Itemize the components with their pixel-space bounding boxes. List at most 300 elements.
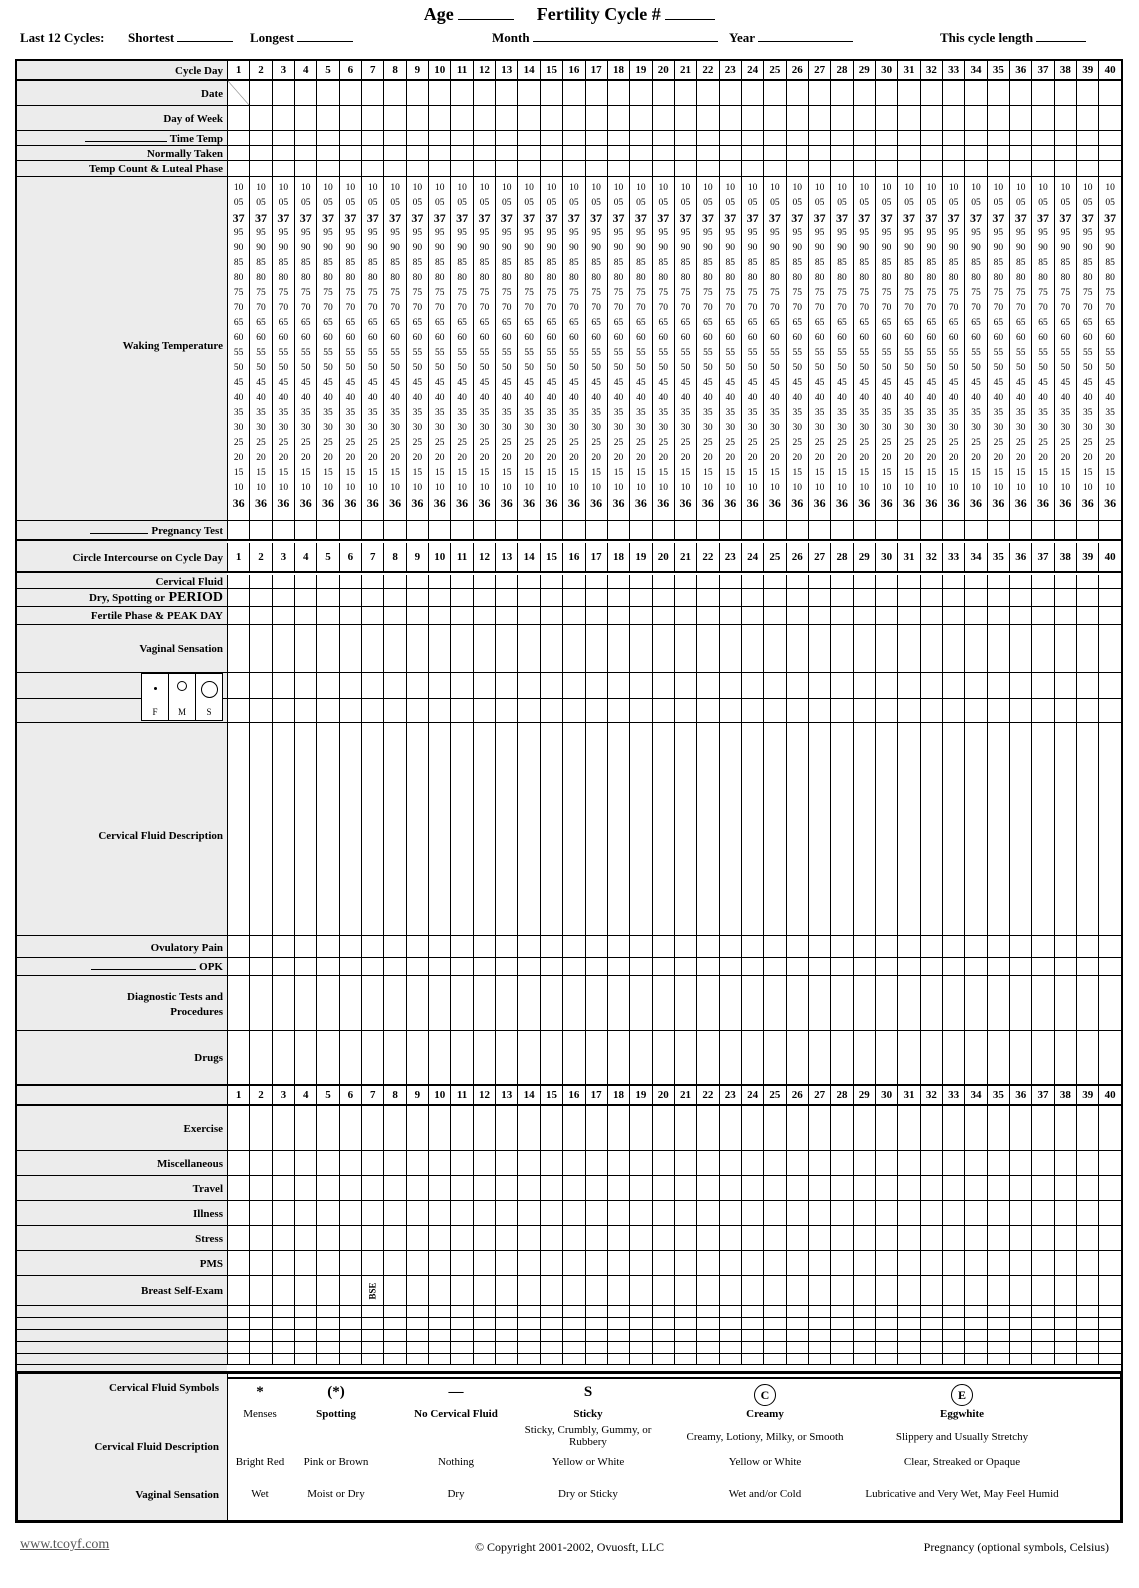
entry-cell[interactable]: [942, 673, 964, 698]
entry-cell[interactable]: [897, 976, 919, 1030]
entry-cell[interactable]: [696, 81, 718, 105]
entry-cell[interactable]: [1076, 625, 1098, 672]
day-cell[interactable]: 39: [1076, 543, 1098, 571]
entry-cell[interactable]: [383, 1151, 405, 1175]
entry-cell[interactable]: [1031, 958, 1053, 975]
day-cell[interactable]: 30: [875, 1086, 897, 1104]
entry-cell[interactable]: [428, 1106, 450, 1150]
entry-cell[interactable]: [786, 723, 808, 935]
day-cell[interactable]: 29: [853, 61, 875, 79]
entry-cell[interactable]: [1098, 625, 1120, 672]
entry-cell[interactable]: [316, 161, 338, 176]
entry-cell[interactable]: [696, 1251, 718, 1275]
entry-cell[interactable]: [897, 1201, 919, 1225]
entry-cell[interactable]: [272, 521, 294, 539]
entry-cell[interactable]: [763, 521, 785, 539]
entry-cell[interactable]: [562, 81, 584, 105]
entry-cell[interactable]: [607, 1330, 629, 1341]
entry-cell[interactable]: [585, 131, 607, 145]
entry-cell[interactable]: [406, 1251, 428, 1275]
entry-cell[interactable]: [1031, 575, 1053, 588]
entry-cell[interactable]: [853, 976, 875, 1030]
entry-cell[interactable]: [786, 1318, 808, 1329]
entry-cell[interactable]: [495, 625, 517, 672]
entry-cell[interactable]: [607, 81, 629, 105]
entry-cell[interactable]: [517, 575, 539, 588]
entry-cell[interactable]: [428, 146, 450, 160]
entry-cell[interactable]: [495, 1176, 517, 1200]
entry-cell[interactable]: [562, 521, 584, 539]
entry-cell[interactable]: [1054, 723, 1076, 935]
entry-cell[interactable]: [585, 699, 607, 722]
day-cell[interactable]: 37: [1031, 61, 1053, 79]
entry-cell[interactable]: [383, 673, 405, 698]
entry-cell[interactable]: [249, 1151, 271, 1175]
entry-cell[interactable]: [942, 1354, 964, 1364]
entry-cell[interactable]: [1098, 1342, 1120, 1353]
entry-cell[interactable]: [294, 1276, 316, 1305]
entry-cell[interactable]: [808, 1251, 830, 1275]
entry-cell[interactable]: [540, 1330, 562, 1341]
entry-cell[interactable]: [1098, 1276, 1120, 1305]
entry-cell[interactable]: [294, 1342, 316, 1353]
entry-cell[interactable]: [741, 1176, 763, 1200]
day-cell[interactable]: 39: [1076, 61, 1098, 79]
entry-cell[interactable]: [540, 1106, 562, 1150]
entry-cell[interactable]: [249, 81, 271, 105]
day-cell[interactable]: 10: [428, 543, 450, 571]
entry-cell[interactable]: [1076, 673, 1098, 698]
entry-cell[interactable]: [920, 976, 942, 1030]
cycle-number-blank[interactable]: [665, 18, 715, 20]
entry-cell[interactable]: [585, 81, 607, 105]
entry-cell[interactable]: [450, 161, 472, 176]
entry-cell[interactable]: [272, 1354, 294, 1364]
entry-cell[interactable]: [272, 1031, 294, 1084]
entry-cell[interactable]: [763, 625, 785, 672]
entry-cell[interactable]: [473, 607, 495, 624]
entry-cell[interactable]: [1031, 1306, 1053, 1317]
entry-cell[interactable]: [920, 699, 942, 722]
day-cell[interactable]: 33: [942, 61, 964, 79]
entry-cell[interactable]: [920, 589, 942, 606]
day-cell[interactable]: 28: [830, 61, 852, 79]
day-cell[interactable]: 28: [830, 1086, 852, 1104]
entry-cell[interactable]: [741, 1151, 763, 1175]
entry-cell[interactable]: [987, 673, 1009, 698]
entry-cell[interactable]: [853, 958, 875, 975]
entry-cell[interactable]: [1054, 1031, 1076, 1084]
entry-cell[interactable]: [450, 936, 472, 957]
day-cell[interactable]: 33: [942, 1086, 964, 1104]
entry-cell[interactable]: [473, 1342, 495, 1353]
entry-cell[interactable]: [1054, 1318, 1076, 1329]
entry-cell[interactable]: [674, 1276, 696, 1305]
entry-cell[interactable]: [786, 521, 808, 539]
entry-cell[interactable]: [786, 1342, 808, 1353]
entry-cell[interactable]: [741, 1031, 763, 1084]
day-cell[interactable]: 5: [316, 1086, 338, 1104]
entry-cell[interactable]: [964, 1306, 986, 1317]
entry-cell[interactable]: [786, 1251, 808, 1275]
entry-cell[interactable]: [830, 1330, 852, 1341]
entry-cell[interactable]: [540, 976, 562, 1030]
day-cell[interactable]: 8: [383, 61, 405, 79]
entry-cell[interactable]: [1098, 1354, 1120, 1364]
entry-cell[interactable]: [1031, 589, 1053, 606]
entry-cell[interactable]: [696, 1031, 718, 1084]
entry-cell[interactable]: [428, 936, 450, 957]
entry-cell[interactable]: [294, 1031, 316, 1084]
entry-cell[interactable]: [272, 589, 294, 606]
entry-cell[interactable]: [964, 1342, 986, 1353]
entry-cell[interactable]: [450, 81, 472, 105]
entry-cell[interactable]: [696, 625, 718, 672]
entry-cell[interactable]: [562, 1226, 584, 1250]
entry-cell[interactable]: [719, 575, 741, 588]
entry-cell[interactable]: [920, 161, 942, 176]
entry-cell[interactable]: [339, 575, 361, 588]
entry-cell[interactable]: [853, 575, 875, 588]
entry-cell[interactable]: [830, 575, 852, 588]
entry-cell[interactable]: [674, 521, 696, 539]
entry-cell[interactable]: [875, 1354, 897, 1364]
entry-cell[interactable]: [1098, 1330, 1120, 1341]
entry-cell[interactable]: [585, 521, 607, 539]
entry-cell[interactable]: [361, 1354, 383, 1364]
temp-column[interactable]: [964, 177, 986, 520]
entry-cell[interactable]: [763, 1176, 785, 1200]
entry-cell[interactable]: [1076, 575, 1098, 588]
entry-cell[interactable]: [585, 723, 607, 935]
entry-cell[interactable]: [942, 1276, 964, 1305]
entry-cell[interactable]: [964, 131, 986, 145]
entry-cell[interactable]: [808, 521, 830, 539]
entry-cell[interactable]: [495, 723, 517, 935]
entry-cell[interactable]: [361, 1342, 383, 1353]
entry-cell[interactable]: [696, 607, 718, 624]
entry-cell[interactable]: [249, 589, 271, 606]
entry-cell[interactable]: [249, 976, 271, 1030]
entry-cell[interactable]: [987, 1226, 1009, 1250]
entry-cell[interactable]: [272, 1201, 294, 1225]
entry-cell[interactable]: [1009, 673, 1031, 698]
entry-cell[interactable]: [875, 1201, 897, 1225]
entry-cell[interactable]: [517, 673, 539, 698]
entry-cell[interactable]: [830, 1031, 852, 1084]
entry-cell[interactable]: [383, 1106, 405, 1150]
day-cell[interactable]: 3: [272, 543, 294, 571]
entry-cell[interactable]: [853, 607, 875, 624]
entry-cell[interactable]: [227, 699, 249, 722]
entry-cell[interactable]: [830, 589, 852, 606]
entry-cell[interactable]: [272, 1151, 294, 1175]
entry-cell[interactable]: [897, 106, 919, 130]
entry-cell[interactable]: [383, 146, 405, 160]
entry-cell[interactable]: [1076, 607, 1098, 624]
entry-cell[interactable]: [227, 1106, 249, 1150]
entry-cell[interactable]: [517, 1176, 539, 1200]
day-cell[interactable]: 21: [674, 1086, 696, 1104]
entry-cell[interactable]: [830, 1176, 852, 1200]
day-cell[interactable]: 38: [1054, 543, 1076, 571]
temp-column[interactable]: [1031, 177, 1053, 520]
entry-cell[interactable]: [361, 106, 383, 130]
entry-cell[interactable]: [1054, 131, 1076, 145]
entry-cell[interactable]: [361, 607, 383, 624]
entry-cell[interactable]: [339, 1176, 361, 1200]
entry-cell[interactable]: [652, 723, 674, 935]
entry-cell[interactable]: [406, 1201, 428, 1225]
entry-cell[interactable]: [830, 976, 852, 1030]
entry-cell[interactable]: [808, 1276, 830, 1305]
entry-cell[interactable]: [897, 936, 919, 957]
entry-cell[interactable]: [964, 1151, 986, 1175]
entry-cell[interactable]: [450, 131, 472, 145]
entry-cell[interactable]: [629, 936, 651, 957]
entry-cell[interactable]: [406, 1306, 428, 1317]
entry-cell[interactable]: [473, 1354, 495, 1364]
entry-cell[interactable]: [1098, 131, 1120, 145]
entry-cell[interactable]: [339, 589, 361, 606]
entry-cell[interactable]: [964, 1106, 986, 1150]
entry-cell[interactable]: [786, 589, 808, 606]
entry-cell[interactable]: [719, 723, 741, 935]
entry-cell[interactable]: [763, 1201, 785, 1225]
entry-cell[interactable]: [897, 575, 919, 588]
entry-cell[interactable]: [428, 607, 450, 624]
entry-cell[interactable]: [942, 625, 964, 672]
entry-cell[interactable]: [227, 1354, 249, 1364]
entry-cell[interactable]: [763, 1226, 785, 1250]
entry-cell[interactable]: [830, 1151, 852, 1175]
entry-cell[interactable]: [719, 607, 741, 624]
entry-cell[interactable]: [406, 607, 428, 624]
entry-cell[interactable]: [875, 131, 897, 145]
entry-cell[interactable]: [249, 1306, 271, 1317]
day-cell[interactable]: 32: [920, 61, 942, 79]
entry-cell[interactable]: [294, 1176, 316, 1200]
entry-cell[interactable]: [920, 607, 942, 624]
entry-cell[interactable]: [786, 699, 808, 722]
entry-cell[interactable]: [786, 1176, 808, 1200]
entry-cell[interactable]: [741, 106, 763, 130]
entry-cell[interactable]: [272, 81, 294, 105]
entry-cell[interactable]: [763, 1031, 785, 1084]
entry-cell[interactable]: [853, 1226, 875, 1250]
entry-cell[interactable]: [786, 673, 808, 698]
entry-cell[interactable]: [987, 1306, 1009, 1317]
entry-cell[interactable]: [629, 1342, 651, 1353]
entry-cell[interactable]: [1098, 1251, 1120, 1275]
entry-cell[interactable]: [517, 81, 539, 105]
entry-cell[interactable]: [830, 673, 852, 698]
entry-cell[interactable]: [473, 976, 495, 1030]
entry-cell[interactable]: [473, 1201, 495, 1225]
temp-column[interactable]: [272, 177, 294, 520]
entry-cell[interactable]: [853, 1151, 875, 1175]
entry-cell[interactable]: [1054, 1226, 1076, 1250]
entry-cell[interactable]: [1076, 1342, 1098, 1353]
entry-cell[interactable]: [316, 1106, 338, 1150]
entry-cell[interactable]: [450, 589, 472, 606]
entry-cell[interactable]: [1054, 589, 1076, 606]
entry-cell[interactable]: [1009, 1330, 1031, 1341]
day-cell[interactable]: 40: [1098, 543, 1120, 571]
entry-cell[interactable]: [406, 81, 428, 105]
entry-cell[interactable]: [629, 1306, 651, 1317]
entry-cell[interactable]: [897, 1226, 919, 1250]
entry-cell[interactable]: [652, 936, 674, 957]
entry-cell[interactable]: [741, 1330, 763, 1341]
temp-column[interactable]: [897, 177, 919, 520]
entry-cell[interactable]: [227, 1251, 249, 1275]
entry-cell[interactable]: [853, 521, 875, 539]
entry-cell[interactable]: [517, 936, 539, 957]
entry-cell[interactable]: [964, 146, 986, 160]
entry-cell[interactable]: [585, 625, 607, 672]
day-cell[interactable]: 15: [540, 543, 562, 571]
entry-cell[interactable]: [719, 1226, 741, 1250]
entry-cell[interactable]: [607, 1251, 629, 1275]
entry-cell[interactable]: [987, 625, 1009, 672]
entry-cell[interactable]: [964, 976, 986, 1030]
entry-cell[interactable]: [897, 589, 919, 606]
entry-cell[interactable]: [942, 589, 964, 606]
entry-cell[interactable]: [719, 699, 741, 722]
entry-cell[interactable]: [361, 1226, 383, 1250]
entry-cell[interactable]: [473, 625, 495, 672]
entry-cell[interactable]: [1009, 521, 1031, 539]
entry-cell[interactable]: [987, 1318, 1009, 1329]
entry-cell[interactable]: [741, 1226, 763, 1250]
entry-cell[interactable]: [1009, 1318, 1031, 1329]
day-cell[interactable]: 34: [964, 543, 986, 571]
entry-cell[interactable]: [763, 699, 785, 722]
entry-cell[interactable]: [607, 106, 629, 130]
entry-cell[interactable]: [942, 1201, 964, 1225]
entry-cell[interactable]: [272, 958, 294, 975]
day-cell[interactable]: 21: [674, 543, 696, 571]
entry-cell[interactable]: [741, 1342, 763, 1353]
entry-cell[interactable]: [1009, 625, 1031, 672]
entry-cell[interactable]: [227, 1306, 249, 1317]
entry-cell[interactable]: [674, 161, 696, 176]
day-cell[interactable]: 32: [920, 543, 942, 571]
entry-cell[interactable]: [562, 936, 584, 957]
entry-cell[interactable]: [450, 106, 472, 130]
entry-cell[interactable]: [428, 161, 450, 176]
entry-cell[interactable]: [316, 1176, 338, 1200]
entry-cell[interactable]: [517, 976, 539, 1030]
entry-cell[interactable]: [674, 607, 696, 624]
entry-cell[interactable]: [517, 1306, 539, 1317]
entry-cell[interactable]: [227, 1201, 249, 1225]
day-cell[interactable]: 17: [585, 61, 607, 79]
entry-cell[interactable]: [696, 699, 718, 722]
entry-cell[interactable]: [629, 625, 651, 672]
entry-cell[interactable]: [719, 131, 741, 145]
entry-cell[interactable]: [540, 1276, 562, 1305]
entry-cell[interactable]: [875, 81, 897, 105]
entry-cell[interactable]: [562, 575, 584, 588]
entry-cell[interactable]: [383, 1318, 405, 1329]
entry-cell[interactable]: [629, 575, 651, 588]
entry-cell[interactable]: [428, 1276, 450, 1305]
day-cell[interactable]: 32: [920, 1086, 942, 1104]
entry-cell[interactable]: [964, 723, 986, 935]
entry-cell[interactable]: [920, 1031, 942, 1084]
entry-cell[interactable]: [361, 1151, 383, 1175]
entry-cell[interactable]: [361, 146, 383, 160]
entry-cell[interactable]: [585, 1176, 607, 1200]
entry-cell[interactable]: [1098, 161, 1120, 176]
entry-cell[interactable]: [1098, 575, 1120, 588]
entry-cell[interactable]: [607, 936, 629, 957]
temp-column[interactable]: [920, 177, 942, 520]
temp-column[interactable]: [607, 177, 629, 520]
entry-cell[interactable]: [1054, 1276, 1076, 1305]
entry-cell[interactable]: [562, 958, 584, 975]
entry-cell[interactable]: [964, 575, 986, 588]
entry-cell[interactable]: [607, 131, 629, 145]
entry-cell[interactable]: [808, 1201, 830, 1225]
entry-cell[interactable]: [607, 1226, 629, 1250]
entry-cell[interactable]: [629, 1354, 651, 1364]
entry-cell[interactable]: [987, 1031, 1009, 1084]
entry-cell[interactable]: [897, 1306, 919, 1317]
entry-cell[interactable]: [227, 625, 249, 672]
entry-cell[interactable]: [227, 589, 249, 606]
entry-cell[interactable]: [875, 146, 897, 160]
entry-cell[interactable]: [652, 699, 674, 722]
entry-cell[interactable]: [272, 976, 294, 1030]
entry-cell[interactable]: [1031, 1276, 1053, 1305]
day-cell[interactable]: 19: [629, 543, 651, 571]
entry-cell[interactable]: [1098, 1226, 1120, 1250]
entry-cell[interactable]: [696, 976, 718, 1030]
year-blank[interactable]: [758, 40, 853, 42]
entry-cell[interactable]: [294, 1306, 316, 1317]
entry-cell[interactable]: [383, 976, 405, 1030]
entry-cell[interactable]: [361, 1251, 383, 1275]
day-cell[interactable]: 12: [473, 1086, 495, 1104]
entry-cell[interactable]: [808, 723, 830, 935]
entry-cell[interactable]: [428, 1201, 450, 1225]
entry-cell[interactable]: [607, 1306, 629, 1317]
entry-cell[interactable]: [652, 1342, 674, 1353]
entry-cell[interactable]: [786, 161, 808, 176]
entry-cell[interactable]: [808, 1318, 830, 1329]
entry-cell[interactable]: [1076, 1201, 1098, 1225]
entry-cell[interactable]: [1031, 1031, 1053, 1084]
day-cell[interactable]: 39: [1076, 1086, 1098, 1104]
entry-cell[interactable]: [987, 521, 1009, 539]
entry-cell[interactable]: [294, 1151, 316, 1175]
entry-cell[interactable]: [987, 1276, 1009, 1305]
entry-cell[interactable]: [428, 521, 450, 539]
entry-cell[interactable]: [272, 699, 294, 722]
entry-cell[interactable]: [920, 1201, 942, 1225]
entry-cell[interactable]: [875, 1318, 897, 1329]
entry-cell[interactable]: [540, 521, 562, 539]
cycle-length-blank[interactable]: [1036, 40, 1086, 42]
entry-cell[interactable]: [428, 699, 450, 722]
entry-cell[interactable]: [987, 1201, 1009, 1225]
entry-cell[interactable]: [562, 131, 584, 145]
entry-cell[interactable]: [316, 607, 338, 624]
entry-cell[interactable]: [719, 521, 741, 539]
